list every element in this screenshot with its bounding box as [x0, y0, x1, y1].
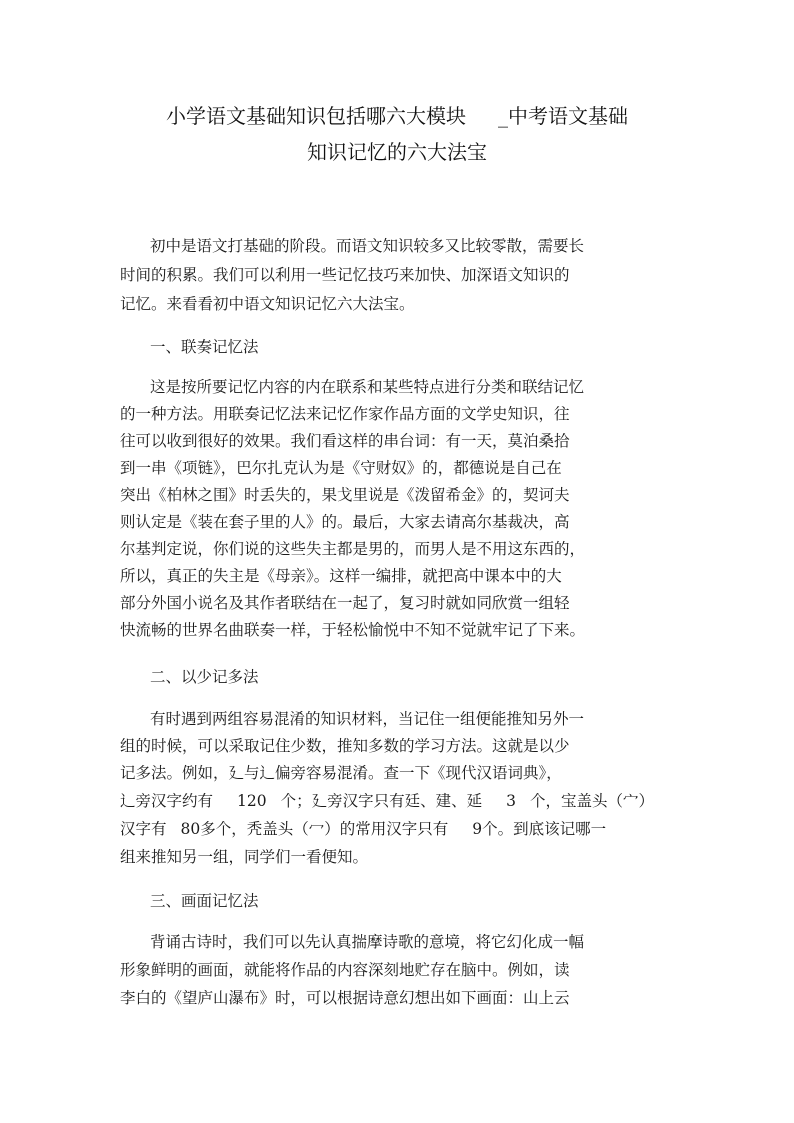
number: 3 [506, 792, 516, 810]
text-line [120, 819, 680, 839]
text-part: 辶旁汉字约有 [120, 792, 214, 810]
text-line: 李白的《望庐山瀑布》时，可以根据诗意幻想出如下画面：山上云 [120, 989, 570, 1007]
text-line: 有时遇到两组容易混淆的知识材料，当记住一组便能推知另外一 [150, 710, 585, 728]
section-heading: 二、以少记多法 [150, 668, 259, 686]
text-line: 背诵古诗时，我们可以先认真揣摩诗歌的意境，将它幻化成一幅 [150, 933, 585, 951]
text-line: 初中是语文打基础的阶段。而语文知识较多又比较零散，需要长 [150, 237, 585, 255]
section-heading: 一、联奏记忆法 [150, 338, 259, 356]
text-part: 个；廴旁汉字只有廷、建、延 [280, 792, 483, 810]
title-line-2: 知识记忆的六大法宝 [307, 140, 487, 164]
text-line: 时间的积累。我们可以利用一些记忆技巧来加快、加深语文知识的 [120, 266, 570, 284]
text-line: 突出《柏林之围》时丢失的，果戈里说是《泼留希金》的，契诃夫 [120, 486, 570, 504]
title-part-b: _中考语文基础 [498, 104, 628, 128]
text-line: 往可以收到很好的效果。我们看这样的串台词：有一天，莫泊桑拾 [120, 432, 570, 450]
title-part-a: 小学语文基础知识包括哪六大模块 [166, 104, 466, 128]
text-line: 的一种方法。用联奏记忆法来记忆作家作品方面的文学史知识，往 [120, 405, 570, 423]
text-line: 则认定是《装在套子里的人》的。最后，大家去请高尔基裁决，高 [120, 513, 570, 531]
text-line: 形象鲜明的画面，就能将作品的内容深刻地贮存在脑中。例如，读 [120, 961, 570, 979]
text-part: 多个，秃盖头（冖）的常用汉字只有 [200, 820, 449, 838]
text-line: 快流畅的世界名曲联奏一样，于轻松愉悦中不知不觉就牢记了下来。 [120, 621, 586, 639]
text-line: 组来推知另一组，同学们一看便知。 [120, 848, 369, 866]
title-line-1 [0, 98, 794, 134]
text-line: 所以，真正的失主是《母亲》。这样一编排，就把高中课本中的大 [120, 567, 562, 585]
section-heading: 三、画面记忆法 [150, 892, 259, 910]
text-part: 个。到底该记哪一 [482, 820, 607, 838]
text-line: 部分外国小说名及其作者联结在一起了，复习时就如同欣赏一组轻 [120, 594, 570, 612]
text-line: 到一串《项链》，巴尔扎克认为是《守财奴》的，都德说是自己在 [120, 459, 562, 477]
text-line [120, 791, 680, 811]
text-line: 记多法。例如，廴与辶偏旁容易混淆。查一下《现代汉语词典》， [120, 764, 562, 782]
text-line: 尔基判定说，你们说的这些失主都是男的，而男人是不用这东西的， [120, 540, 586, 558]
text-part: 个，宝盖头（宀） [530, 792, 655, 810]
number: 120 [237, 792, 267, 810]
text-line: 记忆。来看看初中语文知识记忆六大法宝。 [120, 295, 415, 313]
number: 80 [180, 820, 201, 838]
text-line: 这是按所要记忆内容的内在联系和某些特点进行分类和联结记忆 [150, 378, 585, 396]
text-part: 汉字有 [120, 820, 167, 838]
number: 9 [472, 820, 483, 838]
text-line: 组的时候，可以采取记住少数，推知多数的学习方法。这就是以少 [120, 737, 570, 755]
